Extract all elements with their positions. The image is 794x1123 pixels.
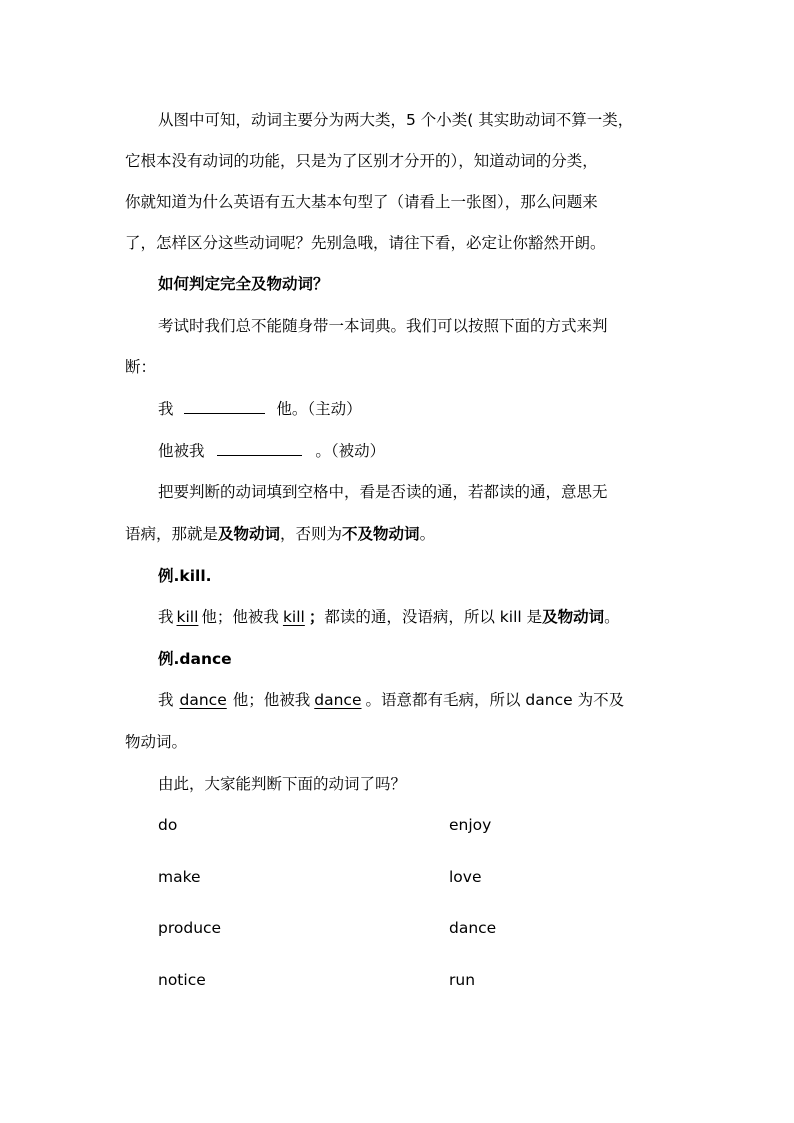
verb-right: run <box>449 971 476 989</box>
para3-text-a: 语病，那就是 <box>125 525 219 543</box>
para3-term-transitive: 及物动词 <box>218 525 281 543</box>
fill-blank-2 <box>217 440 302 456</box>
para2-line1: 考试时我们总不能随身带一本词典。我们可以按照下面的方式来判 <box>158 317 608 335</box>
para2-line2: 断： <box>125 358 157 376</box>
verb-left: produce <box>158 919 222 937</box>
example1-s4: 都读的通，没语病，所以 kill 是 <box>324 608 543 626</box>
example1-term: 及物动词 <box>542 608 605 626</box>
para1-line3: 你就知道为什么英语有五大基本句型了（请看上一张图），那么问题来 <box>125 193 598 211</box>
example2-s1: 我 <box>158 691 174 709</box>
template-active-pre: 我 <box>158 400 174 418</box>
example2-sentence <box>158 690 624 710</box>
example1-sentence <box>158 607 620 627</box>
example2-word2: dance <box>314 691 362 709</box>
section-heading: 如何判定完全及物动词？ <box>158 275 329 293</box>
example1-s2: 他；他被我 <box>201 608 279 626</box>
example1-s1: 我 <box>158 608 174 626</box>
example1-word1: kill <box>176 608 199 626</box>
verb-right: dance <box>449 919 497 937</box>
verb-left: notice <box>158 971 206 989</box>
example2-line2: 物动词。 <box>125 733 188 751</box>
template-passive-post: 。（被动） <box>315 442 386 460</box>
para1-line4: 了，怎样区分这些动词呢？先别急哦，请往下看，必定让你豁然开朗。 <box>125 234 606 252</box>
para1-line2: 它根本没有动词的功能，只是为了区别才分开的），知道动词的分类， <box>125 152 598 170</box>
example1-s3: ； <box>308 608 325 626</box>
template-passive <box>158 440 385 461</box>
para3-term-intransitive: 不及物动词 <box>342 525 420 543</box>
para1-line1: 从图中可知，动词主要分为两大类，5 个小类( 其实助动词不算一类， <box>158 111 634 129</box>
verb-row <box>158 866 578 888</box>
example2-s2: 他；他被我 <box>232 691 311 709</box>
verb-right: enjoy <box>449 816 492 834</box>
para3-line2 <box>125 524 435 544</box>
example2-s3: 。语意都有毛病，所以 dance 为不及 <box>365 691 625 709</box>
question: 由此，大家能判断下面的动词了吗？ <box>158 775 407 793</box>
verb-row <box>158 814 578 836</box>
fill-blank-1 <box>184 398 265 414</box>
para3-text-c: ，否则为 <box>280 525 343 543</box>
example1-word2: kill <box>282 608 305 626</box>
template-active <box>158 398 362 419</box>
verb-left: make <box>158 868 201 886</box>
verb-right: love <box>449 868 482 886</box>
verb-left: do <box>158 816 178 834</box>
para3-line1: 把要判断的动词填到空格中，看是否读的通，若都读的通，意思无 <box>158 483 608 501</box>
para3-text-e: 。 <box>419 525 436 543</box>
example2-title: 例.dance <box>158 650 232 668</box>
example1-s6: 。 <box>604 608 620 626</box>
template-active-post: 他。（主动） <box>276 400 362 418</box>
template-passive-pre: 他被我 <box>158 442 205 460</box>
verb-row <box>158 969 578 991</box>
example2-word1: dance <box>179 691 227 709</box>
example1-title: 例.kill. <box>158 567 212 585</box>
verb-row <box>158 917 578 939</box>
